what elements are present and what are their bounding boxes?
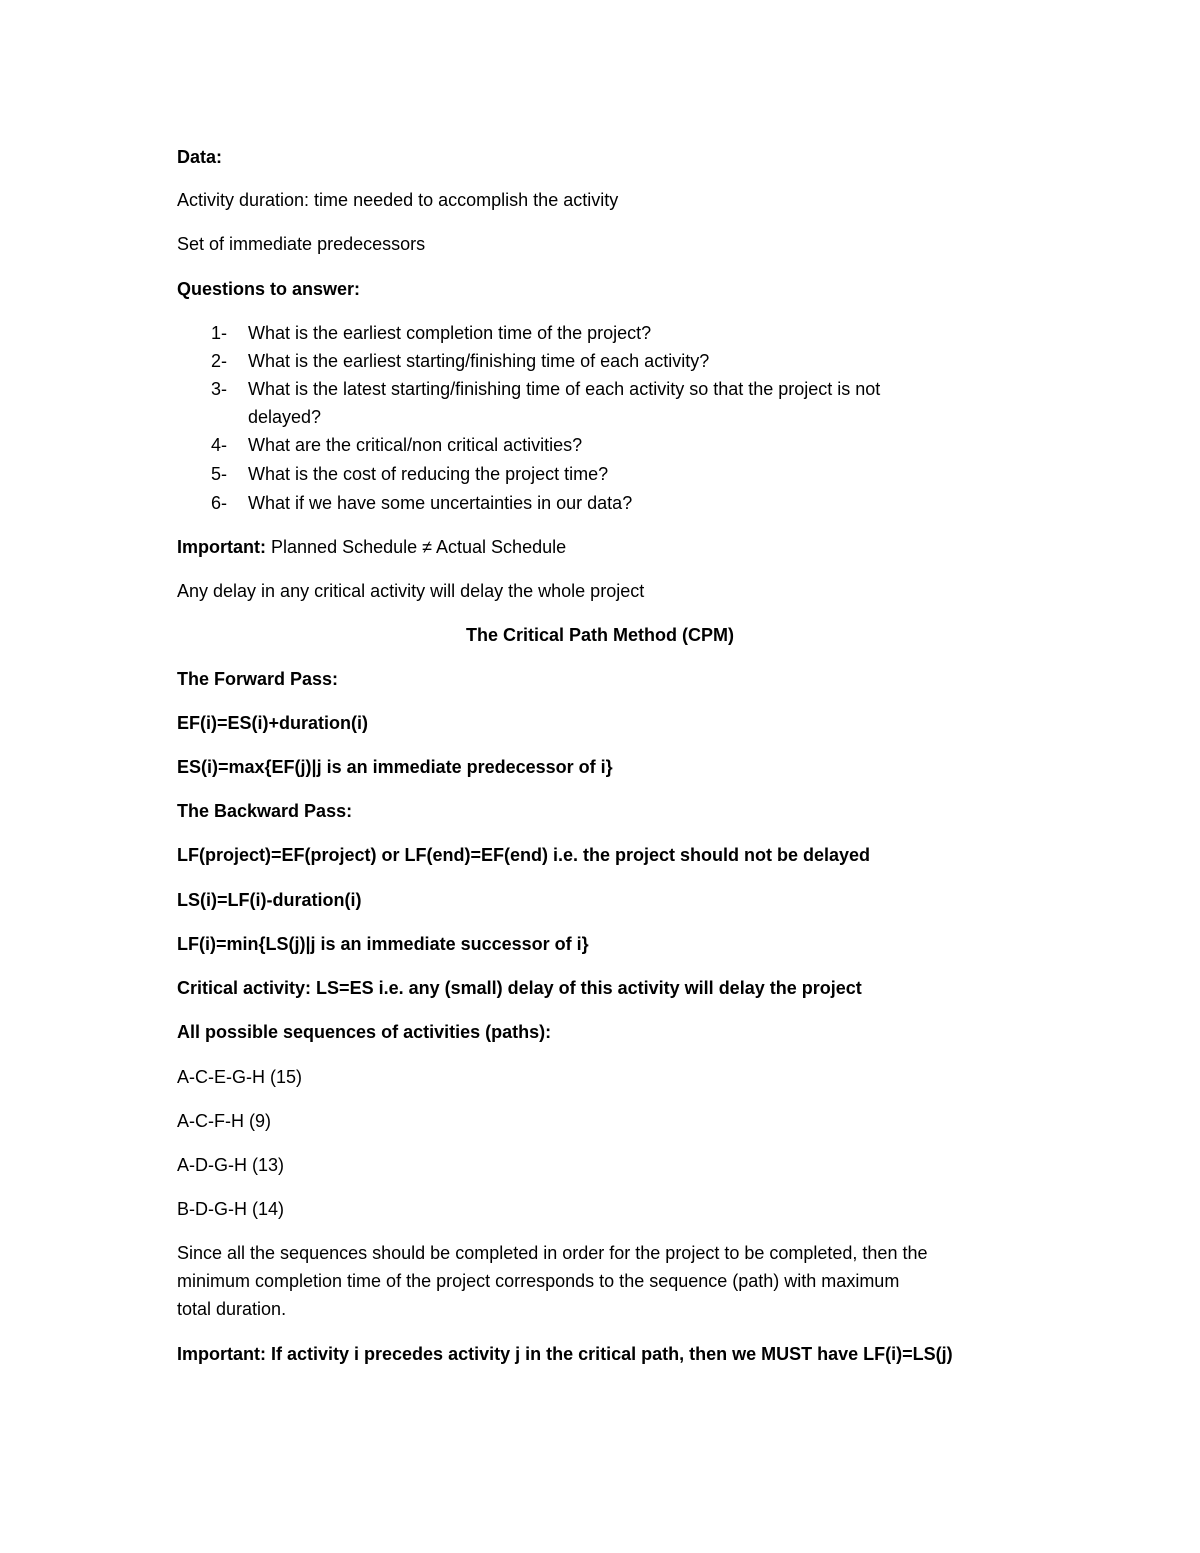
predecessors-line: Set of immediate predecessors — [177, 234, 426, 254]
since-paragraph-line: minimum completion time of the project corresponds to the sequence (path) with maximum — [177, 1271, 900, 1291]
path-item: A-D-G-H (13) — [177, 1155, 284, 1175]
question-number: 4- — [211, 435, 228, 455]
ef-formula: EF(i)=ES(i)+duration(i) — [177, 713, 368, 733]
ls-formula: LS(i)=LF(i)-duration(i) — [177, 890, 362, 910]
critical-activity-definition: Critical activity: LS=ES i.e. any (small) delay of this activity will delay the project — [177, 978, 862, 998]
backward-pass-heading: The Backward Pass: — [177, 801, 353, 821]
important-schedule-line — [177, 535, 566, 559]
lf-formula: LF(i)=min{LS(j)|j is an immediate successor of i} — [177, 934, 589, 954]
question-number: 2- — [211, 351, 228, 371]
question-number: 3- — [211, 379, 228, 399]
paths-heading: All possible sequences of activities (paths): — [177, 1022, 552, 1042]
important-text: Planned Schedule ≠ Actual Schedule — [271, 537, 567, 557]
question-text-continuation: delayed? — [248, 407, 322, 427]
lf-project-formula: LF(project)=EF(project) or LF(end)=EF(end) i.e. the project should not be delayed — [177, 845, 871, 865]
question-text: What if we have some uncertainties in our data? — [248, 493, 633, 513]
question-number: 6- — [211, 493, 228, 513]
cpm-title: The Critical Path Method (CPM) — [465, 625, 734, 645]
question-text: What are the critical/non critical activities? — [248, 435, 583, 455]
question-text: What is the cost of reducing the project time? — [248, 464, 609, 484]
since-paragraph-line: Since all the sequences should be completed in order for the project to be completed, then the — [177, 1243, 928, 1263]
question-text: What is the latest starting/finishing time of each activity so that the project is not — [248, 379, 881, 399]
path-item: A-C-E-G-H (15) — [177, 1067, 302, 1087]
path-item: B-D-G-H (14) — [177, 1199, 284, 1219]
questions-heading: Questions to answer: — [177, 279, 361, 299]
question-number: 1- — [211, 323, 228, 343]
forward-pass-heading: The Forward Pass: — [177, 669, 339, 689]
question-number: 5- — [211, 464, 228, 484]
question-text: What is the earliest starting/finishing time of each activity? — [248, 351, 710, 371]
since-paragraph-line: total duration. — [177, 1299, 287, 1319]
question-text: What is the earliest completion time of the project? — [248, 323, 652, 343]
activity-duration-line: Activity duration: time needed to accomplish the activity — [177, 190, 619, 210]
data-heading: Data: — [177, 147, 223, 167]
important-label: Important: — [177, 537, 266, 557]
es-formula: ES(i)=max{EF(j)|j is an immediate predecessor of i} — [177, 757, 613, 777]
important-critical-path-note: Important: If activity i precedes activity j in the critical path, then we MUST have LF(i)=LS(j) — [177, 1344, 953, 1364]
delay-note: Any delay in any critical activity will delay the whole project — [177, 581, 645, 601]
path-item: A-C-F-H (9) — [177, 1111, 271, 1131]
